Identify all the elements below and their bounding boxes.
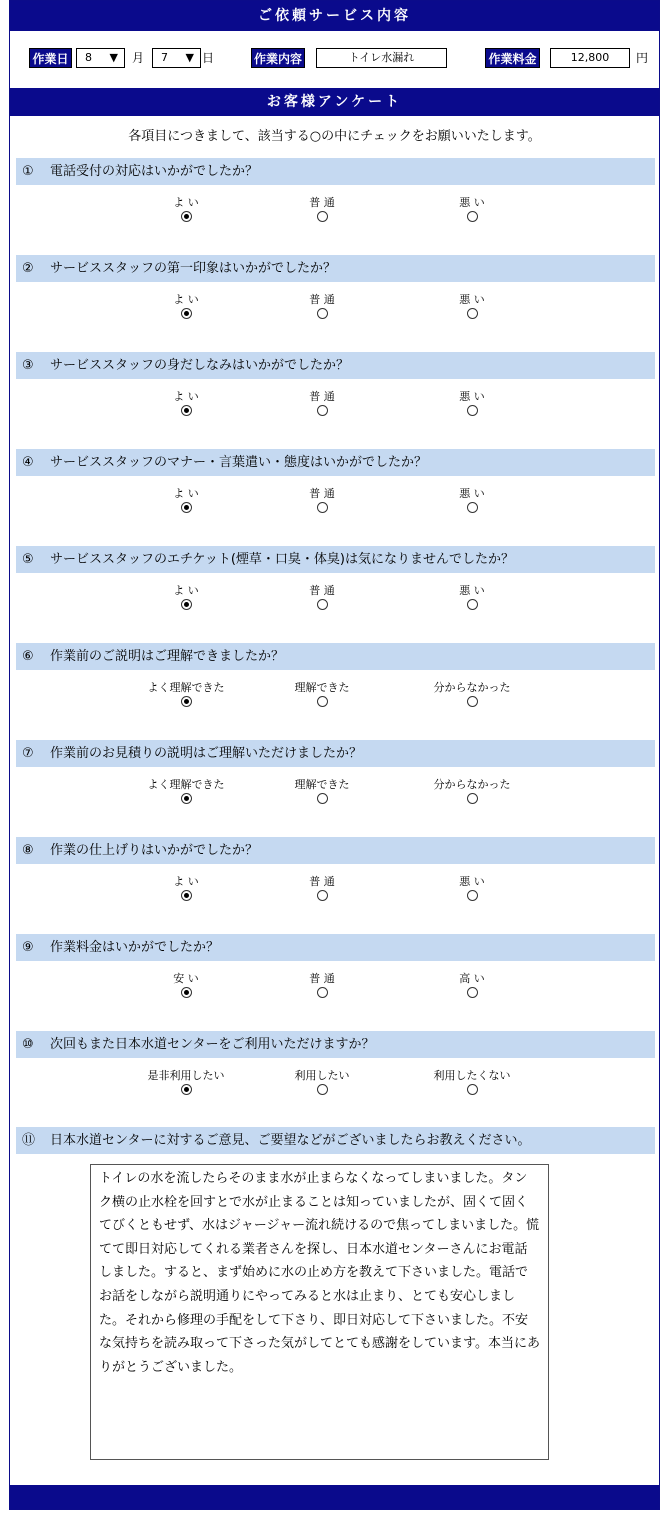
radio-option[interactable] [126, 292, 246, 322]
radio-option[interactable] [126, 583, 246, 613]
option-label: よ い [173, 196, 199, 209]
radio-unchecked-icon[interactable] [317, 308, 328, 319]
option-label: 悪 い [459, 487, 485, 500]
option-label: よ い [173, 390, 199, 403]
option-label: 理解できた [294, 778, 350, 791]
radio-option[interactable] [126, 874, 246, 904]
question-text: サービススタッフの第一印象はいかがでしたか？ [50, 261, 337, 276]
radio-checked-icon[interactable] [181, 987, 192, 998]
radio-option[interactable] [412, 583, 532, 613]
radio-option[interactable] [412, 874, 532, 904]
radio-unchecked-icon[interactable] [317, 696, 328, 707]
question-text: サービススタッフのマナー・言葉遣い・態度はいかがでしたか？ [50, 455, 428, 470]
radio-unchecked-icon[interactable] [317, 405, 328, 416]
option-label: 利用したくない [433, 1069, 511, 1082]
radio-unchecked-icon[interactable] [467, 502, 478, 513]
radio-unchecked-icon[interactable] [317, 987, 328, 998]
question-8 [16, 837, 655, 864]
question-number: ⑥ [22, 649, 34, 664]
question-3 [16, 352, 655, 379]
service-header: ご依頼サービス内容 [10, 1, 659, 31]
question-text: 作業の仕上げりはいかがでしたか？ [50, 843, 259, 858]
radio-option[interactable] [262, 680, 382, 710]
radio-unchecked-icon[interactable] [317, 793, 328, 804]
radio-option[interactable] [126, 971, 246, 1001]
question-11 [16, 1127, 655, 1154]
question-number: ⑧ [22, 843, 34, 858]
option-label: よ い [173, 875, 199, 888]
month-value: 8 [85, 51, 92, 64]
question-number: ④ [22, 455, 34, 470]
option-label: 分からなかった [433, 778, 511, 791]
survey-form [9, 0, 660, 1510]
radio-option[interactable] [262, 1068, 382, 1098]
radio-unchecked-icon[interactable] [317, 890, 328, 901]
question-text: サービススタッフの身だしなみはいかがでしたか？ [50, 358, 350, 373]
radio-option[interactable] [412, 971, 532, 1001]
radio-option[interactable] [262, 583, 382, 613]
radio-option[interactable] [262, 389, 382, 419]
radio-unchecked-icon[interactable] [467, 211, 478, 222]
survey-instructions: 各項目につきまして、該当する○の中にチェックをお願いいたします。 [128, 129, 541, 144]
footer-bar [10, 1485, 659, 1509]
option-label: 安 い [173, 972, 199, 985]
question-7 [16, 740, 655, 767]
radio-unchecked-icon[interactable] [317, 1084, 328, 1095]
radio-unchecked-icon[interactable] [467, 890, 478, 901]
work-content-label: 作業内容 [251, 48, 305, 68]
radio-checked-icon[interactable] [181, 405, 192, 416]
radio-option[interactable] [412, 680, 532, 710]
radio-unchecked-icon[interactable] [467, 599, 478, 610]
radio-unchecked-icon[interactable] [317, 599, 328, 610]
question-2 [16, 255, 655, 282]
radio-checked-icon[interactable] [181, 502, 192, 513]
option-label: よく理解できた [147, 681, 225, 694]
question-10 [16, 1031, 655, 1058]
option-label: 悪 い [459, 196, 485, 209]
question-4 [16, 449, 655, 476]
radio-option[interactable] [262, 874, 382, 904]
option-label: 普 通 [309, 875, 335, 888]
radio-unchecked-icon[interactable] [467, 987, 478, 998]
radio-unchecked-icon[interactable] [317, 211, 328, 222]
radio-option[interactable] [412, 777, 532, 807]
work-fee-field[interactable]: 12,800 [550, 48, 630, 68]
radio-checked-icon[interactable] [181, 890, 192, 901]
radio-unchecked-icon[interactable] [317, 502, 328, 513]
radio-option[interactable] [262, 292, 382, 322]
radio-option[interactable] [262, 195, 382, 225]
question-text: 作業料金はいかがでしたか？ [50, 940, 220, 955]
work-date-label: 作業日 [29, 48, 72, 68]
radio-option[interactable] [412, 389, 532, 419]
radio-option[interactable] [262, 971, 382, 1001]
option-label: 悪 い [459, 875, 485, 888]
radio-checked-icon[interactable] [181, 1084, 192, 1095]
question-number: ③ [22, 358, 34, 373]
question-text: サービススタッフのエチケット(煙草・口臭・体臭)は気になりませんでしたか？ [50, 552, 514, 567]
radio-option[interactable] [262, 777, 382, 807]
chevron-down-icon: ▼ [109, 51, 118, 64]
option-label: 普 通 [309, 487, 335, 500]
option-label: 普 通 [309, 196, 335, 209]
month-select[interactable] [76, 48, 125, 68]
question-number: ⑤ [22, 552, 34, 567]
option-label: 分からなかった [433, 681, 511, 694]
option-label: 悪 い [459, 390, 485, 403]
question-5 [16, 546, 655, 573]
radio-checked-icon[interactable] [181, 599, 192, 610]
chevron-down-icon: ▼ [185, 51, 194, 64]
radio-option[interactable] [126, 777, 246, 807]
question-6 [16, 643, 655, 670]
option-label: 理解できた [294, 681, 350, 694]
day-select[interactable] [152, 48, 201, 68]
question-text: 作業前のご説明はご理解できましたか？ [50, 649, 285, 664]
radio-option[interactable] [126, 680, 246, 710]
comment-textarea[interactable]: トイレの水を流したらそのまま水が止まらなくなってしまいました。タンク横の止水栓を回すとで水が止まることは知っていましたが、固くて固くてびくともせず、水はジャージャー流れ続けるので焦ってしまいました。慌てて即日対応してくれる業者さんを探し、日本水道センターさんにお電話しました。すると、まず始めに水の止め方を教えて下さいました。電話でお話をしながら説明通りにやってみると水は止まり、とても安心しました。それから修理の手配をして下さり、即日対応して下さいました。不安な気持ちを読み取って下さった気がしてとても感謝をしています。本当にありがとうございました。 [90, 1164, 549, 1460]
survey-header: お客様アンケート [10, 88, 659, 116]
radio-option[interactable] [412, 195, 532, 225]
day-value: 7 [161, 51, 168, 64]
question-text: 電話受付の対応はいかがでしたか？ [50, 164, 259, 179]
question-number: ⑦ [22, 746, 34, 761]
radio-unchecked-icon[interactable] [467, 405, 478, 416]
radio-option[interactable] [126, 389, 246, 419]
radio-checked-icon[interactable] [181, 696, 192, 707]
option-label: 悪 い [459, 293, 485, 306]
question-number: ② [22, 261, 34, 276]
radio-checked-icon[interactable] [181, 793, 192, 804]
fee-unit: 円 [636, 51, 649, 65]
month-unit: 月 [132, 51, 145, 65]
radio-option[interactable] [126, 1068, 246, 1098]
option-label: 利用したい [294, 1069, 350, 1082]
option-label: 普 通 [309, 584, 335, 597]
question-1 [16, 158, 655, 185]
radio-unchecked-icon[interactable] [467, 696, 478, 707]
radio-option[interactable] [412, 1068, 532, 1098]
radio-option[interactable] [126, 195, 246, 225]
option-label: よ い [173, 293, 199, 306]
day-unit: 日 [202, 51, 215, 65]
option-label: 悪 い [459, 584, 485, 597]
question-text: 次回もまた日本水道センターをご利用いただけますか？ [50, 1037, 375, 1052]
option-label: 普 通 [309, 293, 335, 306]
radio-option[interactable] [412, 292, 532, 322]
radio-unchecked-icon[interactable] [467, 1084, 478, 1095]
question-number: ⑨ [22, 940, 34, 955]
radio-checked-icon[interactable] [181, 211, 192, 222]
option-label: よく理解できた [147, 778, 225, 791]
radio-checked-icon[interactable] [181, 308, 192, 319]
option-label: 普 通 [309, 390, 335, 403]
question-text: 日本水道センターに対するご意見、ご要望などがございましたらお教えください。 [50, 1133, 531, 1148]
question-text: 作業前のお見積りの説明はご理解いただけましたか？ [50, 746, 363, 761]
radio-option[interactable] [412, 486, 532, 516]
option-label: よ い [173, 584, 199, 597]
question-number: ⑩ [22, 1037, 34, 1052]
question-number: ① [22, 164, 34, 179]
option-label: 是非利用したい [147, 1069, 225, 1082]
option-label: よ い [173, 487, 199, 500]
work-content-field[interactable]: トイレ水漏れ [316, 48, 447, 68]
radio-option[interactable] [262, 486, 382, 516]
work-fee-label: 作業料金 [485, 48, 540, 68]
option-label: 高 い [459, 972, 485, 985]
radio-option[interactable] [126, 486, 246, 516]
option-label: 普 通 [309, 972, 335, 985]
radio-unchecked-icon[interactable] [467, 308, 478, 319]
question-number: ⑪ [22, 1133, 36, 1148]
radio-unchecked-icon[interactable] [467, 793, 478, 804]
question-9 [16, 934, 655, 961]
